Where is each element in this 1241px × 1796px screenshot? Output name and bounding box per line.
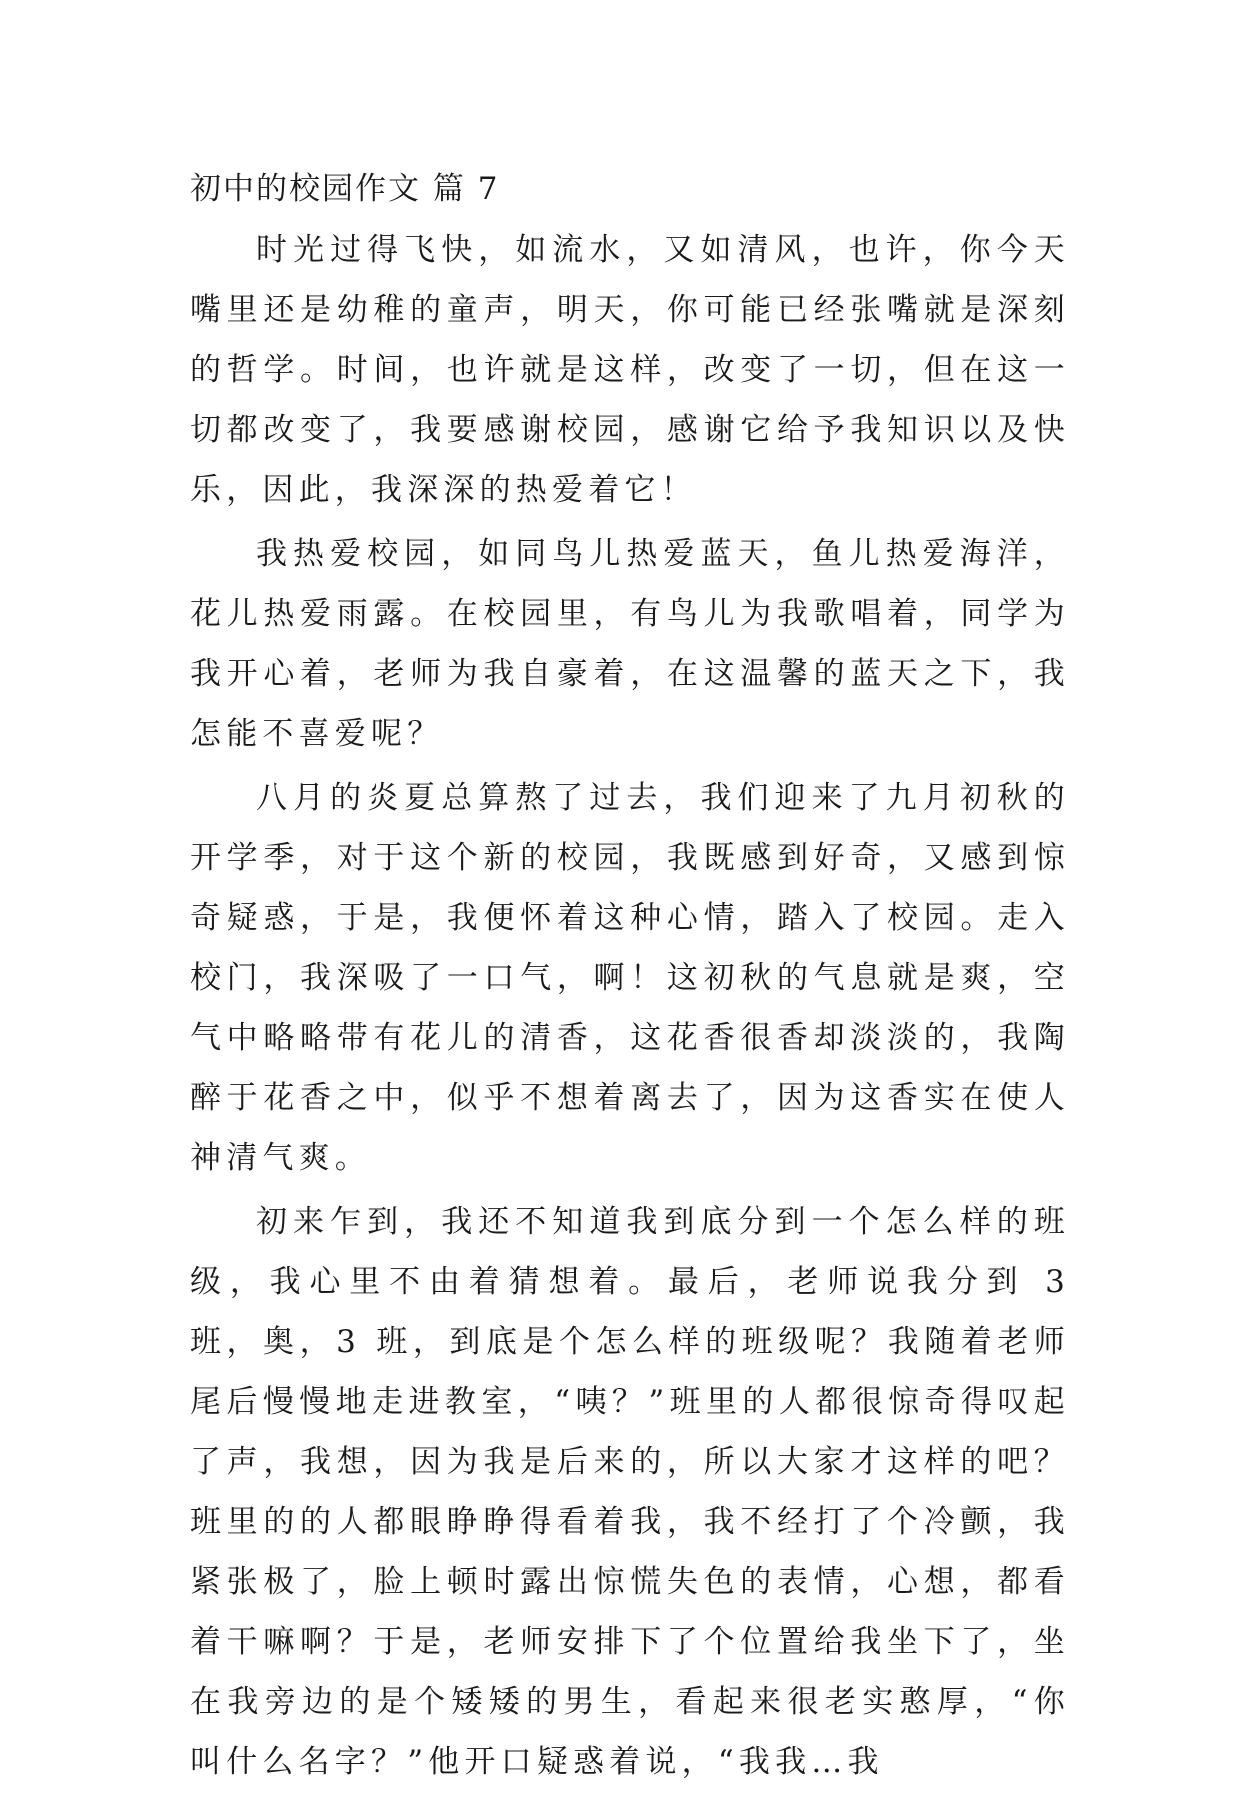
paragraph-3: 八月的炎夏总算熬了过去，我们迎来了九月初秋的开学季，对于这个新的校园，我既感到好奇，又感到惊奇疑惑，于是，我便怀着这种心情，踏入了校园。走入校门，我深吸了一口气，啊！这初秋的气息就是爽，空气中略略带有花儿的清香，这花香很香却淡淡的，我陶醉于花香之中，似乎不想着离去了，因为这香实在使人神清气爽。 xyxy=(190,780,1070,1176)
paragraph-4: 初来乍到，我还不知道我到底分到一个怎么样的班级，我心里不由着猜想着。最后，老师说我分到 3 班，奥，3 班，到底是个怎么样的班级呢？我随着老师尾后慢慢地走进教室，“咦？”班里的人都很惊奇得叹起了声，我想，因为我是后来的，所以大家才这样的吧？班里的的人都眼睁睁得看着我，我不经打了个冷颤，我紧张极了，脸上顿时露出惊慌失色的表情，心想，都看着干嘛啊？于是，老师安排下了个位置给我坐下了，坐在我旁边的是个矮矮的男生，看起来很老实憨厚，“你叫什么名字？”他开口疑惑着说，“我我…我 xyxy=(190,1204,1070,1780)
paragraph-1: 时光过得飞快，如流水，又如清风，也许，你今天嘴里还是幼稚的童声，明天，你可能已经张嘴就是深刻的哲学。时间，也许就是这样，改变了一切，但在这一切都改变了，我要感谢校园，感谢它给予我知识以及快乐，因此，我深深的热爱着它！ xyxy=(190,232,1070,508)
document-body xyxy=(190,160,1070,1796)
paragraph-2: 我热爱校园，如同鸟儿热爱蓝天，鱼儿热爱海洋，花儿热爱雨露。在校园里，有鸟儿为我歌唱着，同学为我开心着，老师为我自豪着，在这温馨的蓝天之下，我怎能不喜爱呢？ xyxy=(190,536,1070,752)
essay-title: 初中的校园作文 篇 7 xyxy=(190,171,500,207)
